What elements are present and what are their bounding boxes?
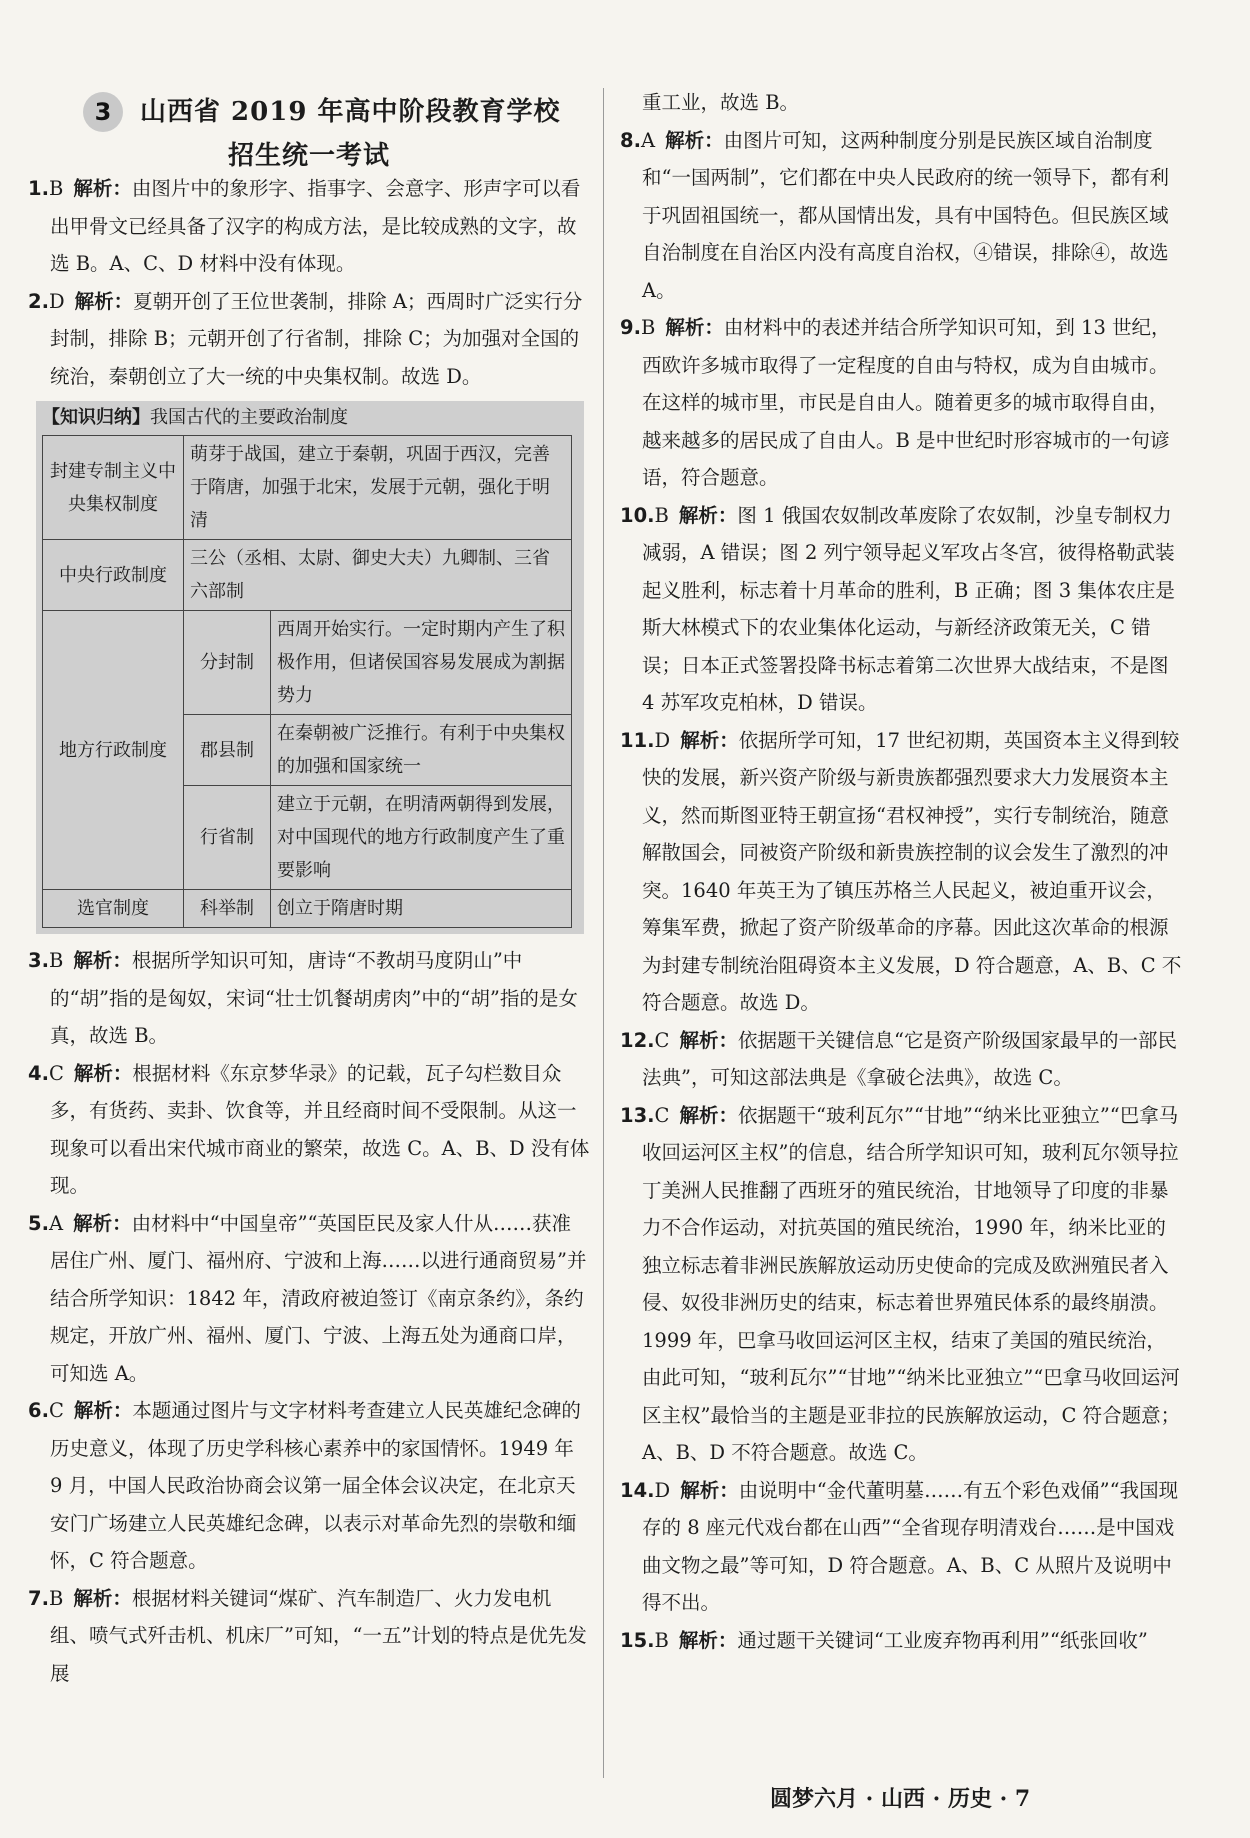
item-number: 14. <box>620 1478 655 1502</box>
item-label: 解析： <box>678 1628 738 1652</box>
item-number: 10. <box>620 503 655 527</box>
table-cell: 建立于元朝，在明清两朝得到发展，对中国现代的地方行政制度产生了重要影响 <box>271 786 572 890</box>
exam-title-line1: 山西省 2019 年高中阶段教育学校 <box>140 97 561 127</box>
item-number: 5. <box>28 1211 49 1235</box>
table-cell: 西周开始实行。一定时期内产生了积极作用，但诸侯国容易发展成为割据势力 <box>271 611 572 715</box>
answer-item-7 <box>28 1580 590 1693</box>
answer-item-1 <box>28 170 590 283</box>
exam-title-line2: 招生统一考试 <box>228 141 391 171</box>
item-text: 根据材料《东京梦华录》的记载，瓦子勾栏数目众多，有货药、卖卦、饮食等，并且经商时间不受限制。从这一现象可以看出宋代城市商业的繁荣，故选 C。A、B、D 没有体现。 <box>50 1061 590 1197</box>
table-subheader: 分封制 <box>184 611 271 715</box>
item-text: 由材料中的表述并结合所学知识可知，到 13 世纪，西欧许多城市取得了一定程度的自由与特权，成为自由城市。在这样的城市里，市民是自由人。随着更多的城市取得自由，越来越多的居民成了自由人。B 是中世纪时形容城市的一句谚语，符合题意。 <box>642 316 1171 489</box>
column-divider <box>603 88 604 1778</box>
item-text: 由材料中“中国皇帝”“英国臣民及家人什从……获准居住广州、厦门、福州府、宁波和上海……以进行通商贸易”并结合所学知识：1842 年，清政府被迫签订《南京条约》，条约规定，开放广州、福州、厦门、宁波、上海五处为通商口岸，可知选 A。 <box>50 1211 587 1385</box>
table-cell: 在秦朝被广泛推行。有利于中央集权的加强和国家统一 <box>271 715 572 786</box>
table-row <box>43 890 572 928</box>
answer-item-4 <box>28 1055 590 1205</box>
answer-item-7-continued: 重工业，故选 B。 <box>642 91 800 114</box>
item-answer: B <box>48 1586 64 1610</box>
item-number: 13. <box>620 1103 655 1127</box>
item-answer: C <box>654 1103 670 1127</box>
item-answer: C <box>48 1061 64 1085</box>
item-answer: B <box>48 177 64 200</box>
item-label: 解析： <box>679 1028 738 1052</box>
item-answer: D <box>48 289 65 313</box>
item-text: 根据材料关键词“煤矿、汽车制造厂、火力发电机组、喷气式歼击机、机床厂”可知，“一五”计划的特点是优先发展 <box>50 1586 587 1685</box>
item-label: 解析： <box>73 1399 133 1422</box>
table-row-header: 中央行政制度 <box>43 540 184 611</box>
knowledge-tag: 【知识归纳】 <box>42 407 150 428</box>
right-column <box>620 0 1185 1659</box>
item-answer: C <box>654 1028 670 1052</box>
table-row <box>43 611 572 715</box>
answer-item-12 <box>620 1022 1185 1097</box>
item-number: 6. <box>28 1399 49 1422</box>
item-label: 解析： <box>73 1586 132 1610</box>
item-text: 依据所学可知，17 世纪初期，英国资本主义得到较快的发展，新兴资产阶级与新贵族都强烈要求大力发展资本主义，然而斯图亚特王朝宣扬“君权神授”，实行专制统治，随意解散国会，同被资产阶级和新贵族控制的议会发生了激烈的冲突。1640 年英王为了镇压苏格兰人民起义，被迫重开议会，筹集军费，掀起了资产阶级革命的序幕。因此这次革命的根源为封建专制统治阻碍资本主义发展，D 符合题意，A、B、C 不符合题意。故选 D。 <box>642 728 1182 1014</box>
item-answer: D <box>654 1478 671 1502</box>
item-answer: B <box>48 949 64 972</box>
item-label: 解析： <box>680 1478 739 1502</box>
item-label: 解析： <box>74 289 134 313</box>
item-number: 3. <box>28 949 49 972</box>
item-number: 4. <box>28 1061 49 1085</box>
item-text: 夏朝开创了王位世袭制，排除 A；西周时广泛实行分封制，排除 B；元朝开创了行省制，排除 C；为加强对全国的统治，秦朝创立了大一统的中央集权制。故选 D。 <box>50 289 583 388</box>
table-subheader: 郡县制 <box>184 715 271 786</box>
answer-item-5 <box>28 1205 590 1393</box>
item-label: 解析： <box>680 728 739 752</box>
item-number: 9. <box>620 316 641 339</box>
item-text: 由图片可知，这两种制度分别是民族区域自治制度和“一国两制”，它们都在中央人民政府的统一领导下，都有利于巩固祖国统一，都从国情出发，具有中国特色。但民族区域自治制度在自治区内没有高度自治权，④错误，排除④，故选 A。 <box>642 128 1169 302</box>
item-number: 12. <box>620 1028 655 1052</box>
item-label: 解析： <box>73 1061 133 1085</box>
item-number: 8. <box>620 128 641 152</box>
item-text: 通过题干关键词“工业废弃物再利用”“纸张回收” <box>737 1628 1148 1652</box>
item-answer: D <box>654 728 671 752</box>
item-label: 解析： <box>678 503 738 527</box>
item-number: 1. <box>28 177 49 200</box>
item-answer: B <box>654 503 669 527</box>
table-subheader: 行省制 <box>184 786 271 890</box>
knowledge-title <box>42 405 578 431</box>
item-answer: B <box>640 316 656 339</box>
item-number: 2. <box>28 289 49 313</box>
answer-item-2 <box>28 283 590 396</box>
left-column <box>28 0 590 1692</box>
item-text: 由图片中的象形字、指事字、会意字、形声字可以看出甲骨文已经具备了汉字的构成方法，是比较成熟的文字，故选 B。A、C、D 材料中没有体现。 <box>50 177 581 275</box>
table-row-header: 地方行政制度 <box>43 611 184 890</box>
table-subheader: 科举制 <box>184 890 271 928</box>
answer-item-11 <box>620 722 1185 1022</box>
item-label: 解析： <box>665 316 724 339</box>
table-cell: 萌芽于战国，建立于秦朝，巩固于西汉，完善于隋唐，加强于北宋，发展于元朝，强化于明清 <box>184 436 572 540</box>
answer-item-9 <box>620 309 1185 497</box>
item-text: 依据题干“玻利瓦尔”“甘地”“纳米比亚独立”“巴拿马收回运河区主权”的信息，结合所学知识可知，玻利瓦尔领导拉丁美洲人民推翻了西班牙的殖民统治，甘地领导了印度的非暴力不合作运动，对抗英国的殖民统治，1990 年，纳米比亚的独立标志着非洲民族解放运动历史使命的完成及欧洲殖民者入侵、奴役非洲历史的结束，标志着世界殖民体系的最终崩溃。1999 年，巴拿马收回运河区主权，结束了美国的殖民统治，由此可知，“玻利瓦尔”“甘地”“纳米比亚独立”“巴拿马收回运河区主权”最恰当的主题是亚非拉的民族解放运动，C 符合题意；A、B、D 不符合题意。故选 C。 <box>642 1103 1181 1464</box>
page-footer: 圆梦六月 · 山西 · 历史 · 7 <box>770 1786 1031 1812</box>
table-row <box>43 540 572 611</box>
table-cell: 创立于隋唐时期 <box>271 890 572 928</box>
item-label: 解析： <box>665 128 724 152</box>
table-row-header: 封建专制主义中央集权制度 <box>43 436 184 540</box>
answer-item-6 <box>28 1392 590 1580</box>
answer-item-15 <box>620 1622 1185 1660</box>
item-answer: C <box>48 1399 64 1422</box>
item-label: 解析： <box>73 1211 132 1235</box>
table-row <box>43 436 572 540</box>
answer-item-14 <box>620 1472 1185 1622</box>
item-text: 根据所学知识可知，唐诗“不教胡马度阴山”中的“胡”指的是匈奴，宋词“壮士饥餐胡虏肉”中的“胡”指的是女真，故选 B。 <box>50 949 578 1047</box>
item-answer: A <box>640 128 656 152</box>
item-text: 本题通过图片与文字材料考查建立人民英雄纪念碑的历史意义，体现了历史学科核心素养中的家国情怀。1949 年 9 月，中国人民政治协商会议第一届全体会议决定，在北京天安门广场建立人民英雄纪念碑，以表示对革命先烈的崇敬和缅怀，C 符合题意。 <box>50 1399 581 1572</box>
item-text: 由说明中“金代董明墓……有五个彩色戏俑”“我国现存的 8 座元代戏台都在山西”“全省现存明清戏台……是中国戏曲文物之最”等可知，D 符合题意。A、B、C 从照片及说明中得不出。 <box>642 1478 1179 1614</box>
answer-item-10 <box>620 497 1185 722</box>
item-number: 7. <box>28 1586 49 1610</box>
item-text: 依据题干关键信息“它是资产阶级国家最早的一部民法典”，可知这部法典是《拿破仑法典》，故选 C。 <box>642 1028 1177 1089</box>
item-label: 解析： <box>73 949 132 972</box>
item-number: 11. <box>620 728 655 752</box>
knowledge-summary-box <box>36 401 584 934</box>
item-text: 图 1 俄国农奴制改革废除了农奴制，沙皇专制权力减弱，A 错误；图 2 列宁领导起义军攻占冬宫，彼得格勒武装起义胜利，标志着十月革命的胜利，B 正确；图 3 集体农庄是斯大林模式下的农业集体化运动，与新经济政策无关，C 错误；日本正式签署投降书标志着第二次世界大战结束，不是图 4 苏军攻克柏林，D 错误。 <box>642 503 1175 714</box>
item-label: 解析： <box>73 177 132 200</box>
section-header <box>28 0 590 170</box>
section-number-badge: 3 <box>83 92 123 132</box>
item-answer: B <box>654 1628 669 1652</box>
table-cell: 三公（丞相、太尉、御史大夫）九卿制、三省六部制 <box>184 540 572 611</box>
item-label: 解析： <box>679 1103 738 1127</box>
answer-item-13 <box>620 1097 1185 1472</box>
item-number: 15. <box>620 1628 655 1652</box>
table-row-header: 选官制度 <box>43 890 184 928</box>
answer-item-3 <box>28 942 590 1055</box>
answer-item-8 <box>620 122 1185 310</box>
political-system-table <box>42 435 572 928</box>
knowledge-heading: 我国古代的主要政治制度 <box>150 407 348 428</box>
item-answer: A <box>48 1211 64 1235</box>
